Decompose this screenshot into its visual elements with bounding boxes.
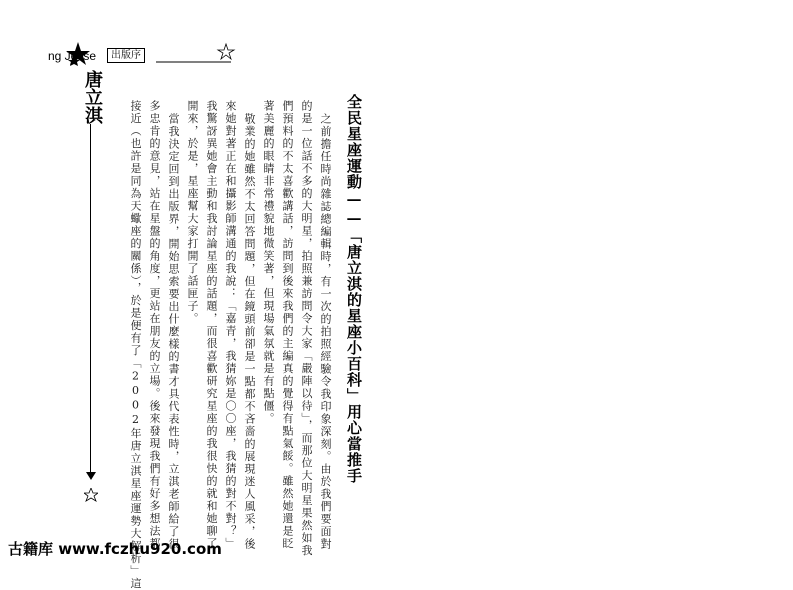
author-name: 唐立淇 [82, 70, 103, 124]
body-column-8: 開來，於是，星座幫大家打開了話匣子。 [186, 100, 199, 325]
vertical-rule [90, 124, 91, 476]
star-outline-icon [218, 44, 234, 59]
publisher-brand: ng Jesse [48, 49, 97, 63]
publisher-imprint: 出版序 [107, 48, 145, 63]
body-column-9: 當我決定回到出版界，開始思索要出什麼樣的書才具代表性時，立淇老師給了很 [167, 113, 180, 551]
body-column-5: 敬業的她雖然不太回答問題，但在鏡頭前卻是一點都不吝嗇的展現迷人風采，後 [243, 113, 256, 551]
star-outline-icon-bottom [84, 488, 98, 502]
arrow-down-icon [86, 472, 96, 480]
body-column-11: 接近（也許是同為天蠍座的關係），於是便有了「2002年唐立淇星座運勢大解析」這 [129, 100, 142, 590]
body-column-2: 的是一位話不多的大明星，拍照兼訪問令大家「嚴陣以待」，而那位大明星果然如我 [300, 100, 313, 557]
body-column-1: 之前擔任時尚雜誌總編輯時，有一次的拍照經驗令我印象深刻。由於我們要面對 [319, 113, 332, 551]
body-column-7: 我驚訝異她會主動和我討論星座的話題，而很喜歡研究星座的我很快的就和她聊了 [205, 100, 218, 550]
footer-watermark: 古籍库 www.fczhu920.com [8, 540, 222, 558]
body-column-3: 們預料的不太喜歡講話，訪問到後來我們的主編真的覺得有點氣餒。雖然她還是眨 [281, 100, 294, 550]
body-column-4: 著美麗的眼睛非常禮貌地微笑著，但現場氣氛就是有點僵。 [262, 100, 275, 425]
article-title: 全民星座運動——「唐立淇的星座小百科」用心當推手 [345, 94, 363, 484]
body-column-10: 多忠肯的意見，站在星盤的角度，更站在朋友的立場。後來發現我們有好多想法都 [148, 100, 161, 550]
body-column-6: 來她對著正在和攝影師溝通的我說：「嘉青，我猜妳是〇〇座，我猜的對不對？」 [224, 100, 237, 550]
